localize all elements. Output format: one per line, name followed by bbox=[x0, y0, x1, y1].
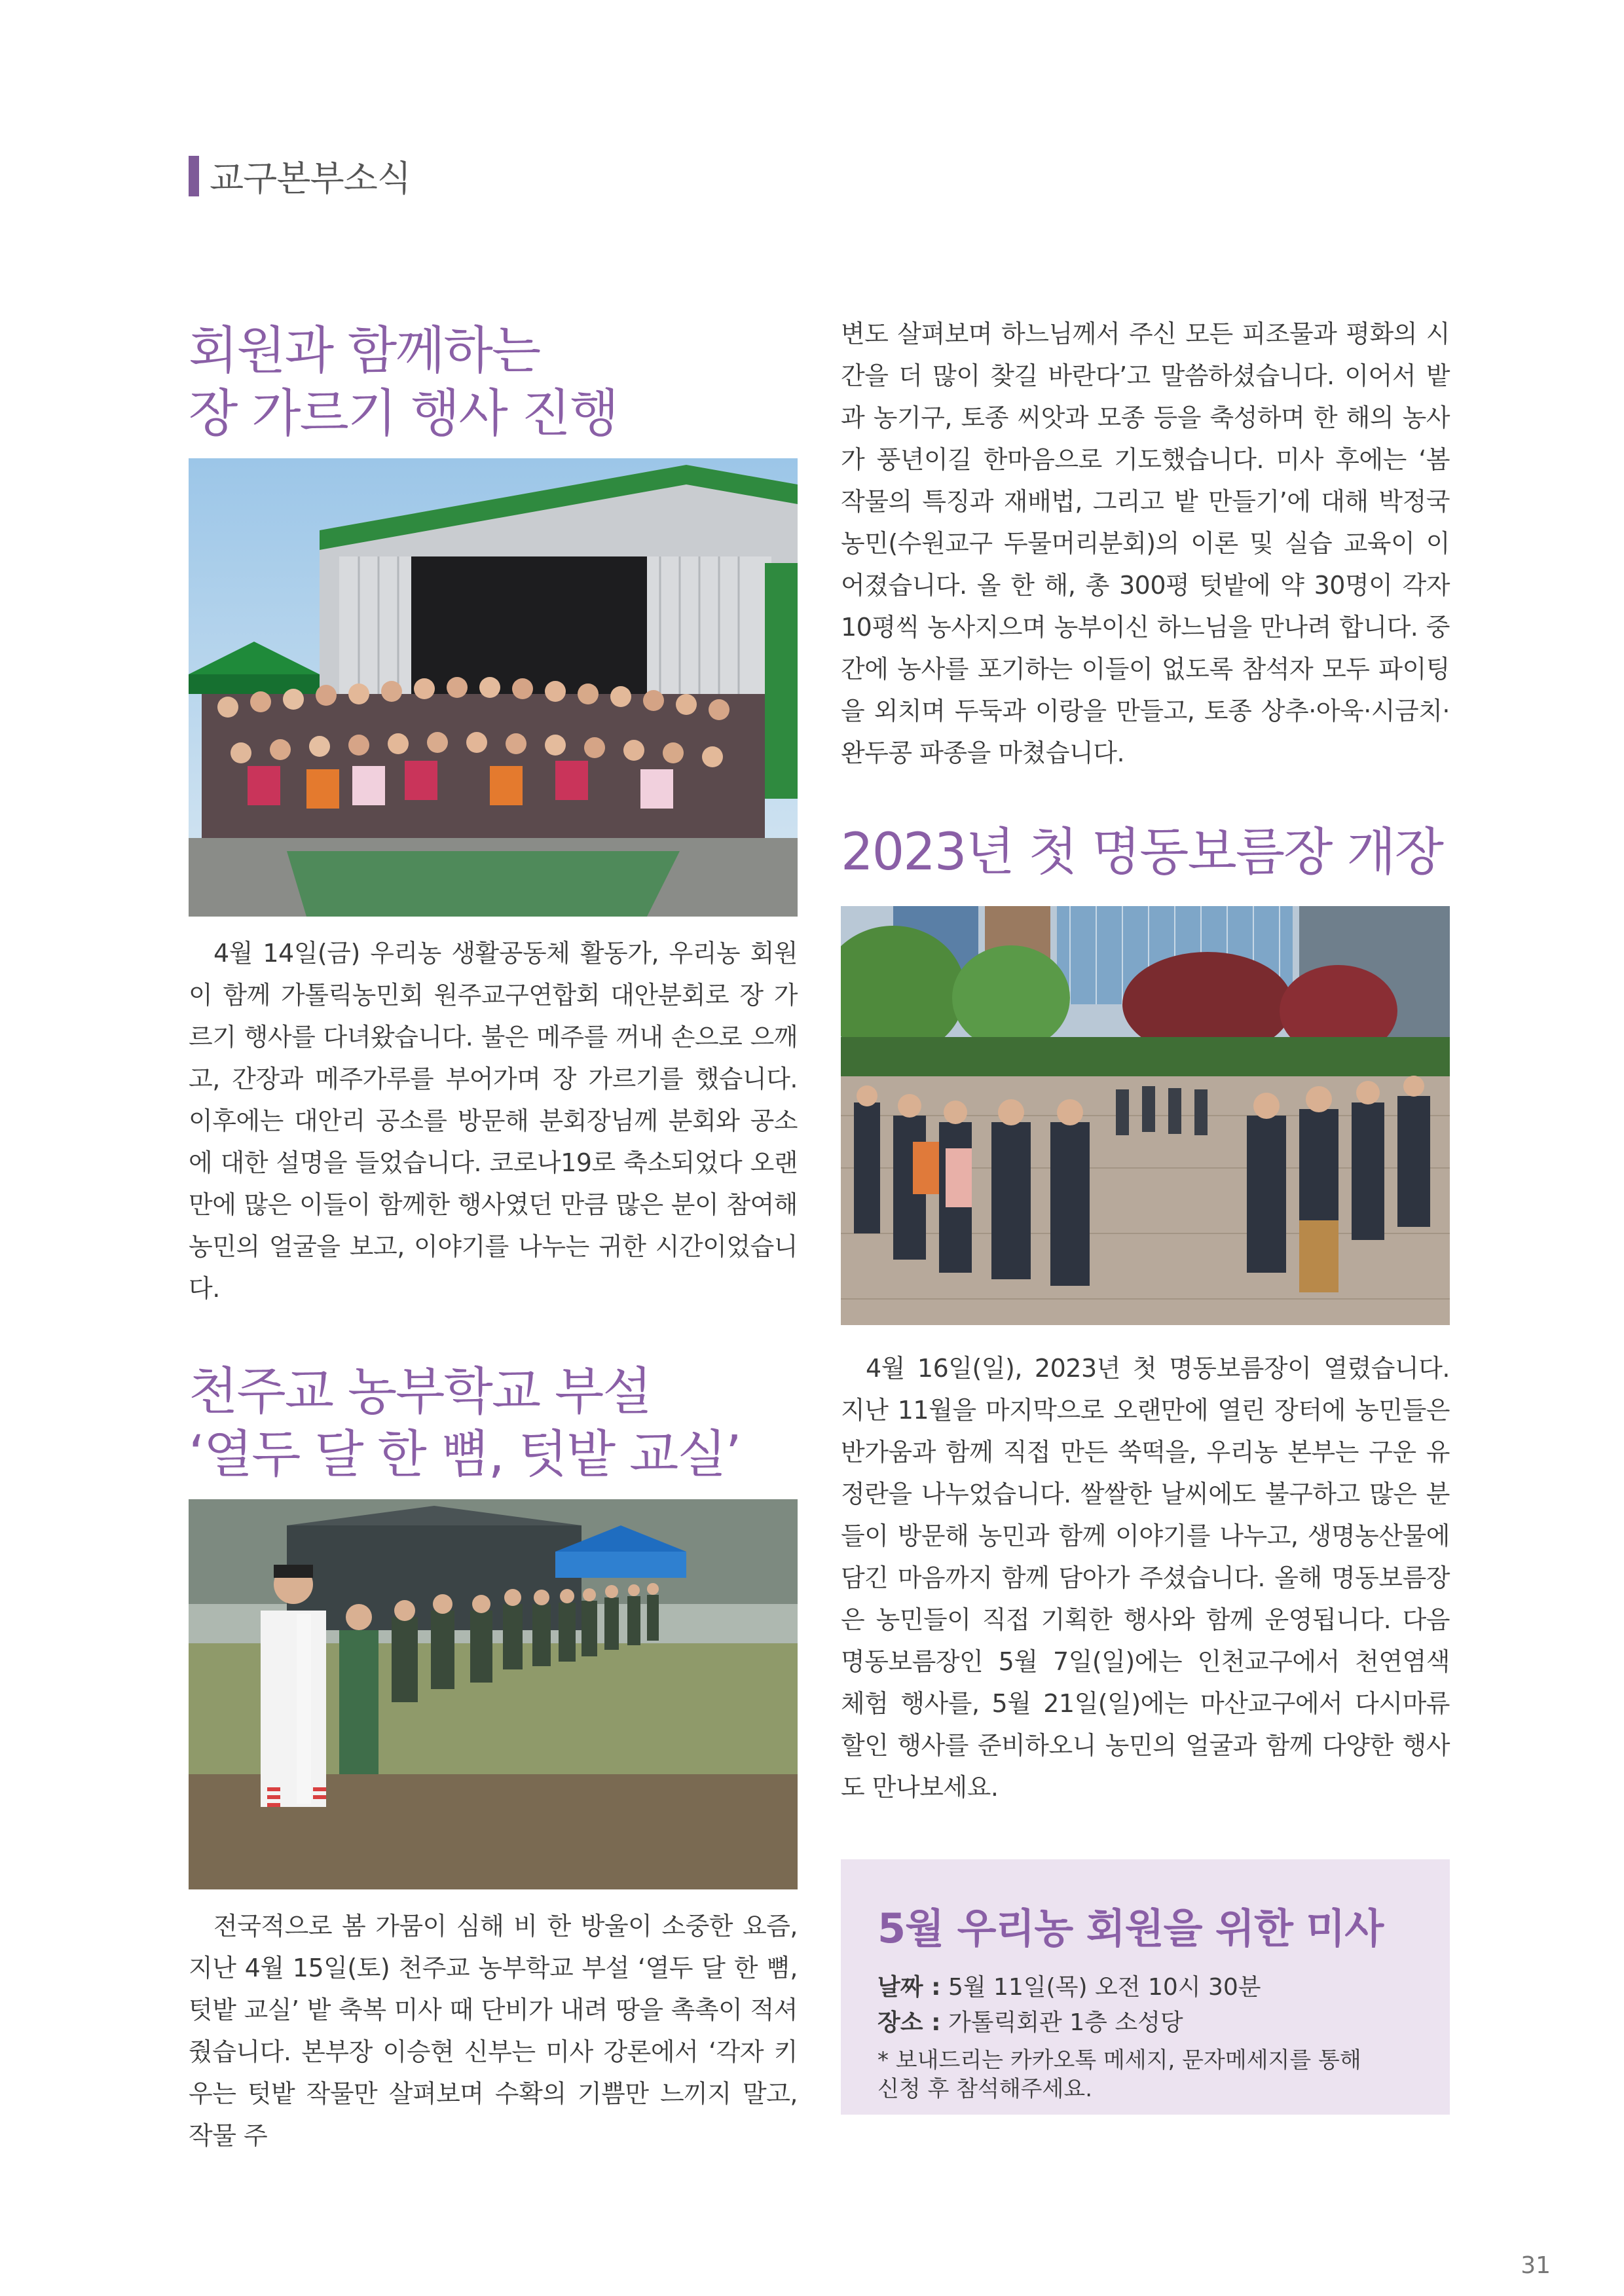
section-tag bbox=[189, 151, 411, 201]
article1-title: 회원과 함께하는 장 가르기 행사 진행 bbox=[189, 321, 618, 443]
section-tag-bar bbox=[189, 156, 199, 196]
article1-photo bbox=[189, 458, 798, 917]
article1-body: 4월 14일(금) 우리농 생활공동체 활동가, 우리농 회원이 함께 가톨릭농민회 원주교구연합회 대안분회로 장 가르기 행사를 다녀왔습니다. 불은 메주를 꺼내 손으로 으깨고, 간장과 메주가루를 부어가며 장 가르기를 했습니다. 이후에는 대안리 공소를 방문해 분회장님께 분회와 공소에 대한 설명을 들었습니다. 코로나19로 축소되었다 오랜만에 많은 이들이 함께한 행사였던 만큼 많은 분이 참여해 농민의 얼굴을 보고, 이야기를 나누는 귀한 시간이었습니다. bbox=[189, 939, 798, 1303]
page-number: 31 bbox=[1521, 2252, 1551, 2279]
info-date-value: 5월 11일(목) 오전 10시 30분 bbox=[948, 1974, 1261, 2001]
mass-info-box bbox=[841, 1859, 1450, 2115]
info-place-value: 가톨릭회관 1층 소성당 bbox=[948, 2009, 1183, 2036]
article3-title: 2023년 첫 명동보름장 개장 bbox=[841, 823, 1443, 882]
info-place bbox=[877, 2005, 1413, 2041]
info-date bbox=[877, 1970, 1413, 2005]
info-box-title: 5월 우리농 회원을 위한 미사 bbox=[877, 1904, 1384, 1952]
article3-photo bbox=[841, 906, 1450, 1325]
info-date-label: 날짜 : bbox=[877, 1974, 941, 2001]
article2-photo bbox=[189, 1499, 798, 1889]
section-label: 교구본부소식 bbox=[210, 158, 411, 199]
article2-title: 천주교 농부학교 부설 ‘열두 달 한 뼘, 텃밭 교실’ bbox=[189, 1362, 741, 1484]
article3-body: 4월 16일(일), 2023년 첫 명동보름장이 열렸습니다. 지난 11월을 마지막으로 오랜만에 열린 장터에 농민들은 반가움과 함께 직접 만든 쑥떡을, 우리농 본부는 구운 유정란을 나누었습니다. 쌀쌀한 날씨에도 불구하고 많은 분들이 방문해 농민과 함께 이야기를 나누고, 생명농산물에 담긴 마음까지 함께 담아가 주셨습니다. 올해 명동보름장은 농민들이 직접 기획한 행사와 함께 운영됩니다. 다음 명동보름장인 5월 7일(일)에는 인천교구에서 천연염색 체험 행사를, 5월 21일(일)에는 마산교구에서 다시마류 할인 행사를 준비하오니 농민의 얼굴과 함께 다양한 행사도 만나보세요. bbox=[841, 1354, 1450, 1802]
article2-body-part2: 변도 살펴보며 하느님께서 주신 모든 피조물과 평화의 시간을 더 많이 찾길 바란다’고 말씀하셨습니다. 이어서 밭과 농기구, 토종 씨앗과 모종 등을 축성하며 한 해의 농사가 풍년이길 한마음으로 기도했습니다. 미사 후에는 ‘봄 작물의 특징과 재배법, 그리고 밭 만들기’에 대해 박정국 농민(수원교구 두물머리분회)의 이론 및 실습 교육이 이어졌습니다. 올 한 해, 총 300평 텃밭에 약 30명이 각자 10평씩 농사지으며 농부이신 하느님을 만나려 합니다. 중간에 농사를 포기하는 이들이 없도록 참석자 모두 파이팅을 외치며 두둑과 이랑을 만들고, 토종 상추·아욱·시금치·완두콩 파종을 마쳤습니다. bbox=[841, 319, 1450, 767]
info-note: * 보내드리는 카카오톡 메세지, 문자메세지를 통해 신청 후 참석해주세요. bbox=[877, 2047, 1361, 2102]
info-place-label: 장소 : bbox=[877, 2009, 941, 2036]
article2-body-part1: 전국적으로 봄 가뭄이 심해 비 한 방울이 소중한 요즘, 지난 4월 15일(토) 천주교 농부학교 부설 ‘열두 달 한 뼘, 텃밭 교실’ 밭 축복 미사 때 단비가 내려 땅을 촉촉이 적셔줬습니다. 본부장 이승현 신부는 미사 강론에서 ‘각자 키우는 텃밭 작물만 살펴보며 수확의 기쁨만 느끼지 말고, 작물 주 bbox=[189, 1912, 798, 2150]
